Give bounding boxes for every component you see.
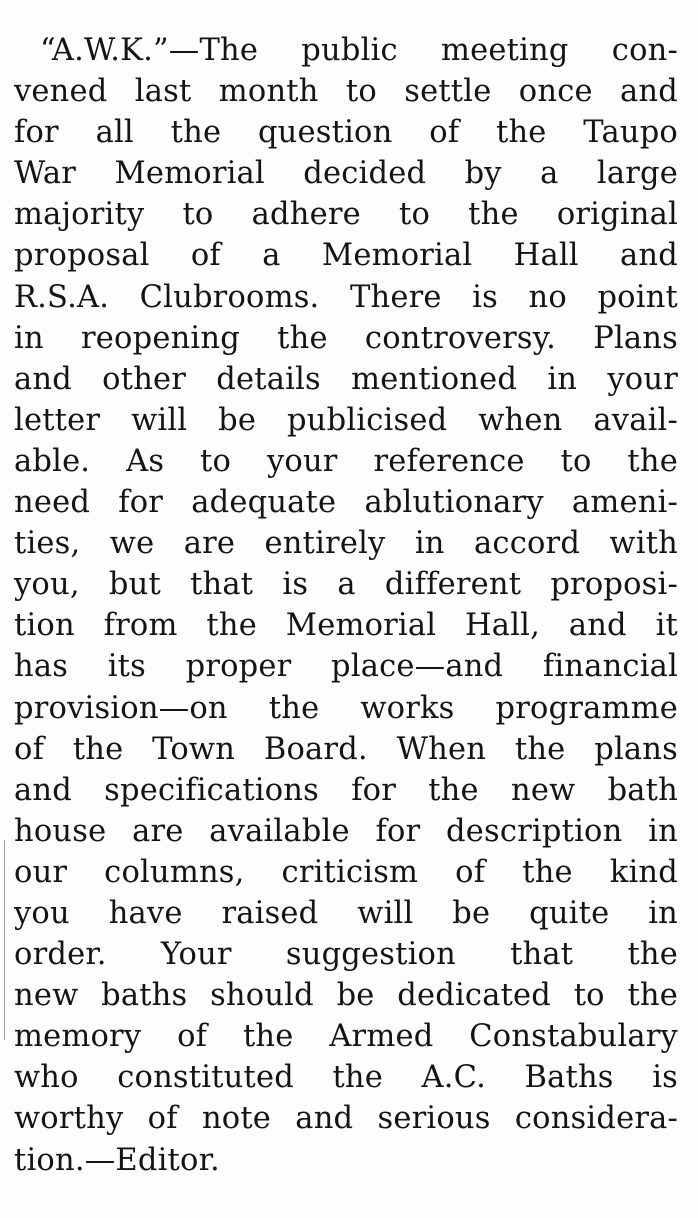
text-line: of the Town Board. When the plans <box>14 731 678 767</box>
text-line: has its proper place—and financial <box>14 649 678 685</box>
text-line: need for adequate ablutionary ameni- <box>14 485 678 521</box>
text-line: provision—on the works programme <box>14 690 678 726</box>
column-rule <box>4 840 5 1040</box>
text-line: for all the question of the Taupo <box>14 115 678 151</box>
text-line: letter will be publicised when avail- <box>14 402 678 438</box>
text-line: and other details mentioned in your <box>14 361 678 397</box>
text-line: in reopening the controversy. Plans <box>14 320 678 356</box>
text-line: order. Your suggestion that the <box>14 937 678 973</box>
text-line: new baths should be dedicated to the <box>14 978 678 1014</box>
text-line: who constituted the A.C. Baths is <box>14 1060 678 1096</box>
editor-reply-paragraph <box>14 30 678 1181</box>
text-line: you have raised will be quite in <box>14 895 678 931</box>
text-line: able. As to your reference to the <box>14 443 678 479</box>
text-line: proposal of a Memorial Hall and <box>14 238 678 274</box>
text-line: “A.W.K.”—The public meeting con- <box>40 33 678 68</box>
text-line: R.S.A. Clubrooms. There is no point <box>14 279 678 315</box>
text-line: ties, we are entirely in accord with <box>14 526 678 562</box>
text-line: you, but that is a different proposi- <box>14 567 678 603</box>
text-line: tion.—Editor. <box>14 1142 220 1178</box>
text-line: tion from the Memorial Hall, and it <box>14 608 678 644</box>
text-line: War Memorial decided by a large <box>14 156 678 192</box>
text-line: vened last month to settle once and <box>14 74 678 110</box>
text-line: and specifications for the new bath <box>14 772 678 808</box>
text-line: our columns, criticism of the kind <box>14 854 678 890</box>
text-line: worthy of note and serious considera- <box>14 1101 678 1137</box>
text-line: majority to adhere to the original <box>14 197 678 233</box>
text-line: memory of the Armed Constabulary <box>14 1019 678 1055</box>
text-line: house are available for description in <box>14 813 678 849</box>
